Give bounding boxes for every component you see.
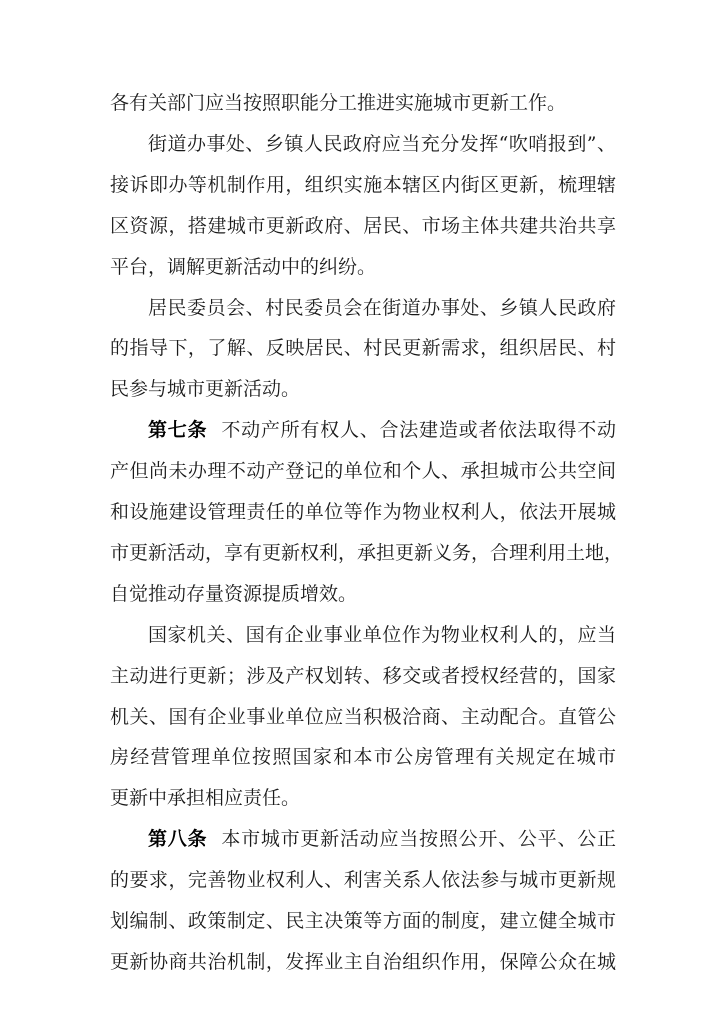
text-line (110, 778, 616, 818)
line-text: 国家机关、国有企业事业单位作为物业权利人的，应当 (148, 623, 616, 646)
line-text: 市更新活动，享有更新权利，承担更新义务，合理利用土地， (110, 541, 624, 564)
text-line (110, 451, 616, 491)
paragraph-first-line (148, 124, 616, 164)
line-text: 房经营管理单位按照国家和本市公房管理有关规定在城市 (110, 746, 616, 769)
line-text: 机关、国有企业事业单位应当积极洽商、主动配合。直管公 (110, 705, 616, 728)
line-text: 区资源，搭建城市更新政府、居民、市场主体共建共治共享 (110, 214, 616, 237)
line-text: 划编制、政策制定、民主决策等方面的制度，建立健全城市 (110, 910, 616, 932)
line-text: 更新中承担相应责任。 (110, 787, 301, 810)
article-8-first-line (148, 819, 616, 859)
line-text: 主动进行更新；涉及产权划转、移交或者授权经营的，国家 (110, 664, 616, 687)
line-text: 民参与城市更新活动。 (110, 378, 301, 401)
line-text: 不动产所有权人、合法建造或者依法取得不动 (221, 419, 616, 442)
line-text: 各有关部门应当按照职能分工推进实施城市更新工作。 (110, 92, 567, 114)
line-text: 街道办事处、乡镇人民政府应当充分发挥“吹哨报到”、 (148, 132, 616, 155)
text-line (110, 656, 616, 696)
line-text: 自觉推动存量资源提质增效。 (110, 582, 358, 605)
text-line (110, 574, 616, 614)
line-text: 更新协商共治机制，发挥业主自治组织作用，保障公众在城 (110, 950, 616, 973)
text-line (110, 492, 616, 532)
paragraph-first-line (148, 288, 616, 328)
line-text: 居民委员会、村民委员会在街道办事处、乡镇人民政府 (148, 296, 616, 319)
line-text: 接诉即办等机制作用，组织实施本辖区内街区更新，梳理辖 (110, 173, 616, 196)
text-line (110, 165, 616, 205)
paragraph-first-line (148, 615, 616, 655)
text-line (110, 369, 616, 409)
line-text: 产但尚未办理不动产登记的单位和个人、承担城市公共空间 (110, 460, 616, 483)
text-line (110, 83, 616, 123)
article-7-first-line (148, 410, 616, 450)
line-text: 的指导下，了解、反映居民、村民更新需求，组织居民、村 (110, 337, 616, 360)
article-label: 第八条 (148, 828, 208, 851)
text-line (110, 860, 616, 900)
line-text: 的要求，完善物业权利人、利害关系人依法参与城市更新规 (110, 869, 616, 892)
line-text: 本市城市更新活动应当按照公开、公平、公正 (221, 828, 616, 851)
text-line (110, 901, 616, 941)
text-line-overflow (110, 942, 616, 982)
text-line (110, 206, 616, 246)
text-line (110, 737, 616, 777)
line-text: 和设施建设管理责任的单位等作为物业权利人，依法开展城 (110, 501, 616, 523)
line-text: 平台，调解更新活动中的纠纷。 (110, 255, 377, 278)
text-line (110, 697, 616, 737)
article-label: 第七条 (148, 419, 208, 442)
text-line (110, 247, 616, 287)
text-line (110, 328, 616, 368)
text-line (110, 533, 624, 573)
